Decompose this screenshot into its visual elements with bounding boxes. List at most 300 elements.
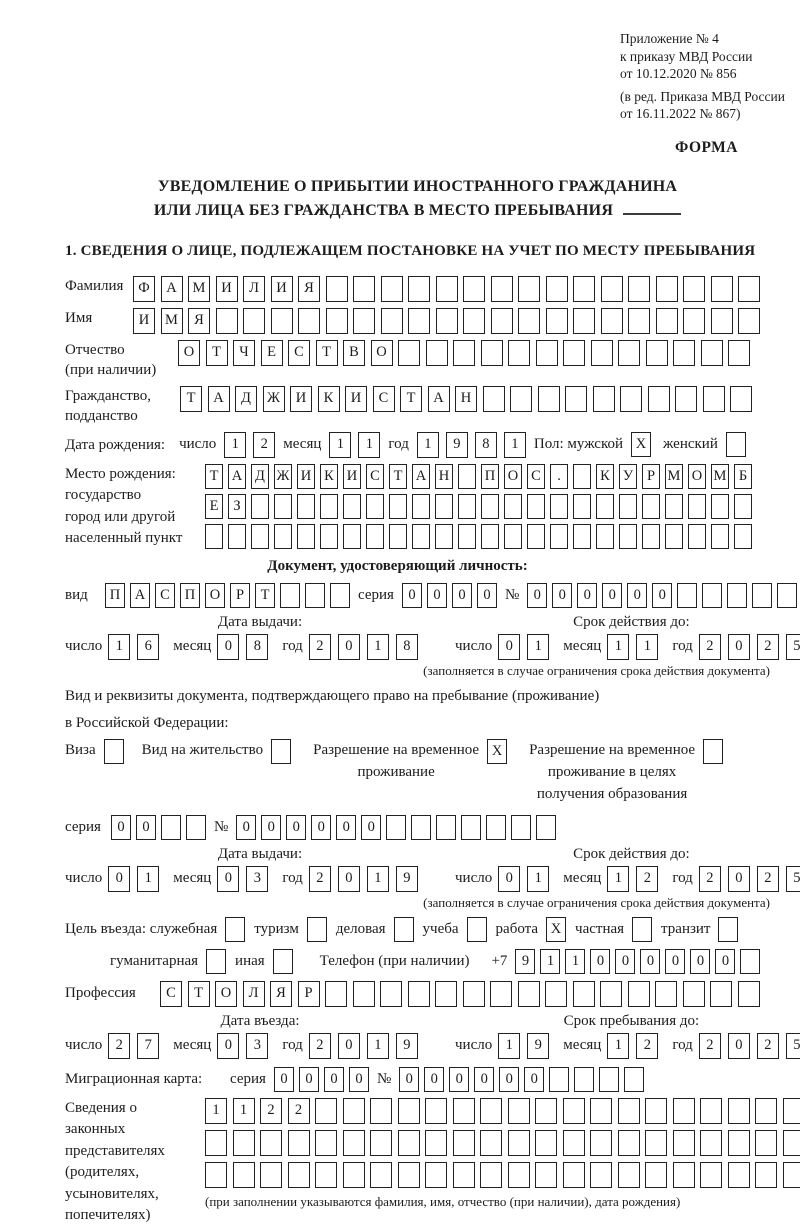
form-cell[interactable]: [386, 815, 406, 840]
form-cell[interactable]: [481, 524, 499, 549]
form-cell[interactable]: 9: [446, 432, 468, 458]
form-cell[interactable]: 2: [260, 1098, 282, 1124]
form-cell[interactable]: 1: [137, 866, 159, 892]
form-cell[interactable]: И: [345, 386, 367, 412]
form-cell[interactable]: [486, 815, 506, 840]
form-cell[interactable]: 3: [246, 866, 268, 892]
form-cell[interactable]: X: [487, 739, 507, 764]
form-cell[interactable]: 0: [474, 1067, 494, 1092]
form-cell[interactable]: 0: [627, 583, 647, 608]
form-cell[interactable]: [573, 524, 591, 549]
form-cell[interactable]: 8: [396, 634, 418, 660]
form-cell[interactable]: [508, 1162, 530, 1188]
form-cell[interactable]: [628, 276, 650, 302]
form-cell[interactable]: И: [271, 276, 293, 302]
form-cell[interactable]: А: [412, 464, 430, 489]
form-cell[interactable]: [251, 494, 269, 519]
form-cell[interactable]: [366, 524, 384, 549]
form-cell[interactable]: [656, 276, 678, 302]
form-cell[interactable]: [710, 981, 732, 1007]
form-cell[interactable]: [628, 981, 650, 1007]
form-cell[interactable]: [642, 494, 660, 519]
form-cell[interactable]: [436, 815, 456, 840]
form-cell[interactable]: [565, 386, 587, 412]
form-cell[interactable]: [546, 276, 568, 302]
form-cell[interactable]: 1: [636, 634, 658, 660]
form-cell[interactable]: [461, 815, 481, 840]
form-cell[interactable]: 0: [286, 815, 306, 840]
form-cell[interactable]: [752, 583, 772, 608]
form-cell[interactable]: [205, 524, 223, 549]
form-cell[interactable]: [353, 981, 375, 1007]
form-cell[interactable]: [315, 1162, 337, 1188]
form-cell[interactable]: 3: [246, 1033, 268, 1059]
form-cell[interactable]: [330, 583, 350, 608]
form-cell[interactable]: [453, 1098, 475, 1124]
form-cell[interactable]: Ж: [274, 464, 292, 489]
form-cell[interactable]: Н: [455, 386, 477, 412]
form-cell[interactable]: [573, 981, 595, 1007]
form-cell[interactable]: 1: [607, 1033, 629, 1059]
form-cell[interactable]: У: [619, 464, 637, 489]
form-cell[interactable]: [186, 815, 206, 840]
form-cell[interactable]: [370, 1162, 392, 1188]
form-cell[interactable]: 0: [311, 815, 331, 840]
form-cell[interactable]: К: [318, 386, 340, 412]
form-cell[interactable]: 0: [728, 1033, 750, 1059]
form-cell[interactable]: К: [320, 464, 338, 489]
form-cell[interactable]: [563, 1162, 585, 1188]
form-cell[interactable]: М: [188, 276, 210, 302]
form-cell[interactable]: Ж: [263, 386, 285, 412]
form-cell[interactable]: 0: [338, 634, 360, 660]
form-cell[interactable]: О: [504, 464, 522, 489]
form-cell[interactable]: [463, 981, 485, 1007]
form-cell[interactable]: 5: [786, 634, 800, 660]
form-cell[interactable]: И: [343, 464, 361, 489]
form-cell[interactable]: [535, 1098, 557, 1124]
form-cell[interactable]: 0: [108, 866, 130, 892]
form-cell[interactable]: [463, 308, 485, 334]
form-cell[interactable]: С: [366, 464, 384, 489]
form-cell[interactable]: 5: [786, 866, 800, 892]
form-cell[interactable]: 0: [324, 1067, 344, 1092]
form-cell[interactable]: [453, 1162, 475, 1188]
form-cell[interactable]: С: [155, 583, 175, 608]
form-cell[interactable]: [701, 340, 723, 366]
form-cell[interactable]: [353, 276, 375, 302]
form-cell[interactable]: [458, 524, 476, 549]
form-cell[interactable]: [458, 464, 476, 489]
form-cell[interactable]: X: [631, 432, 651, 457]
form-cell[interactable]: П: [481, 464, 499, 489]
form-cell[interactable]: [673, 1130, 695, 1156]
form-cell[interactable]: 2: [757, 634, 779, 660]
form-cell[interactable]: Т: [400, 386, 422, 412]
form-cell[interactable]: [673, 1098, 695, 1124]
form-cell[interactable]: [535, 1162, 557, 1188]
form-cell[interactable]: П: [180, 583, 200, 608]
form-cell[interactable]: [683, 308, 705, 334]
form-cell[interactable]: [755, 1130, 777, 1156]
form-cell[interactable]: 0: [715, 949, 735, 974]
form-cell[interactable]: 1: [504, 432, 526, 458]
form-cell[interactable]: [518, 276, 540, 302]
form-cell[interactable]: [563, 1098, 585, 1124]
form-cell[interactable]: [343, 1162, 365, 1188]
form-cell[interactable]: [675, 386, 697, 412]
form-cell[interactable]: [673, 1162, 695, 1188]
form-cell[interactable]: 0: [499, 1067, 519, 1092]
form-cell[interactable]: [273, 949, 293, 974]
form-cell[interactable]: 1: [498, 1033, 520, 1059]
form-cell[interactable]: [483, 386, 505, 412]
form-cell[interactable]: 2: [699, 1033, 721, 1059]
form-cell[interactable]: [711, 494, 729, 519]
form-cell[interactable]: [563, 340, 585, 366]
form-cell[interactable]: [411, 815, 431, 840]
form-cell[interactable]: Е: [205, 494, 223, 519]
form-cell[interactable]: [518, 981, 540, 1007]
form-cell[interactable]: [718, 917, 738, 942]
form-cell[interactable]: [591, 340, 613, 366]
form-cell[interactable]: [755, 1098, 777, 1124]
form-cell[interactable]: [700, 1162, 722, 1188]
form-cell[interactable]: [688, 524, 706, 549]
form-cell[interactable]: 0: [452, 583, 472, 608]
form-cell[interactable]: [491, 308, 513, 334]
form-cell[interactable]: Л: [243, 276, 265, 302]
form-cell[interactable]: С: [373, 386, 395, 412]
form-cell[interactable]: М: [711, 464, 729, 489]
form-cell[interactable]: [573, 494, 591, 519]
form-cell[interactable]: [412, 494, 430, 519]
form-cell[interactable]: [463, 276, 485, 302]
form-cell[interactable]: [518, 308, 540, 334]
form-cell[interactable]: О: [371, 340, 393, 366]
form-cell[interactable]: [481, 494, 499, 519]
form-cell[interactable]: [260, 1130, 282, 1156]
form-cell[interactable]: [700, 1098, 722, 1124]
form-cell[interactable]: 0: [338, 1033, 360, 1059]
form-cell[interactable]: 9: [396, 1033, 418, 1059]
form-cell[interactable]: [320, 524, 338, 549]
form-cell[interactable]: [315, 1130, 337, 1156]
form-cell[interactable]: 2: [757, 1033, 779, 1059]
form-cell[interactable]: [628, 308, 650, 334]
form-cell[interactable]: 0: [690, 949, 710, 974]
form-cell[interactable]: [738, 276, 760, 302]
form-cell[interactable]: [508, 1130, 530, 1156]
form-cell[interactable]: Д: [251, 464, 269, 489]
form-cell[interactable]: [593, 386, 615, 412]
form-cell[interactable]: А: [208, 386, 230, 412]
form-cell[interactable]: [601, 308, 623, 334]
form-cell[interactable]: 0: [498, 634, 520, 660]
form-cell[interactable]: [271, 739, 291, 764]
form-cell[interactable]: [425, 1098, 447, 1124]
form-cell[interactable]: [288, 1130, 310, 1156]
form-cell[interactable]: 0: [652, 583, 672, 608]
form-cell[interactable]: [590, 1162, 612, 1188]
form-cell[interactable]: О: [688, 464, 706, 489]
form-cell[interactable]: К: [596, 464, 614, 489]
form-cell[interactable]: [619, 524, 637, 549]
form-cell[interactable]: 1: [233, 1098, 255, 1124]
form-cell[interactable]: 0: [217, 866, 239, 892]
form-cell[interactable]: 8: [246, 634, 268, 660]
form-cell[interactable]: 0: [274, 1067, 294, 1092]
form-cell[interactable]: [702, 583, 722, 608]
form-cell[interactable]: [683, 981, 705, 1007]
form-cell[interactable]: [545, 981, 567, 1007]
form-cell[interactable]: Я: [270, 981, 292, 1007]
form-cell[interactable]: [596, 524, 614, 549]
form-cell[interactable]: 1: [108, 634, 130, 660]
form-cell[interactable]: А: [130, 583, 150, 608]
form-cell[interactable]: 0: [728, 634, 750, 660]
form-cell[interactable]: [243, 308, 265, 334]
form-cell[interactable]: Т: [316, 340, 338, 366]
form-cell[interactable]: [703, 386, 725, 412]
form-cell[interactable]: 2: [309, 1033, 331, 1059]
form-cell[interactable]: [453, 1130, 475, 1156]
form-cell[interactable]: 1: [358, 432, 380, 458]
form-cell[interactable]: 2: [699, 866, 721, 892]
form-cell[interactable]: 0: [524, 1067, 544, 1092]
form-cell[interactable]: [538, 386, 560, 412]
form-cell[interactable]: [728, 1130, 750, 1156]
form-cell[interactable]: 0: [349, 1067, 369, 1092]
form-cell[interactable]: [435, 524, 453, 549]
form-cell[interactable]: Е: [261, 340, 283, 366]
form-cell[interactable]: [381, 308, 403, 334]
form-cell[interactable]: 2: [699, 634, 721, 660]
form-cell[interactable]: [280, 583, 300, 608]
form-cell[interactable]: [655, 981, 677, 1007]
form-cell[interactable]: 0: [427, 583, 447, 608]
form-cell[interactable]: [590, 1098, 612, 1124]
form-cell[interactable]: [353, 308, 375, 334]
form-cell[interactable]: [511, 815, 531, 840]
form-cell[interactable]: Р: [230, 583, 250, 608]
form-cell[interactable]: [726, 432, 746, 457]
form-cell[interactable]: [601, 276, 623, 302]
form-cell[interactable]: 6: [137, 634, 159, 660]
form-cell[interactable]: [370, 1130, 392, 1156]
form-cell[interactable]: [596, 494, 614, 519]
form-cell[interactable]: [435, 981, 457, 1007]
form-cell[interactable]: [408, 276, 430, 302]
form-cell[interactable]: 2: [757, 866, 779, 892]
form-cell[interactable]: [510, 386, 532, 412]
form-cell[interactable]: Б: [734, 464, 752, 489]
form-cell[interactable]: [412, 524, 430, 549]
form-cell[interactable]: [381, 276, 403, 302]
form-cell[interactable]: [632, 917, 652, 942]
form-cell[interactable]: Т: [188, 981, 210, 1007]
form-cell[interactable]: [783, 1162, 800, 1188]
form-cell[interactable]: [645, 1162, 667, 1188]
form-cell[interactable]: [504, 524, 522, 549]
form-cell[interactable]: 1: [565, 949, 585, 974]
form-cell[interactable]: 1: [367, 634, 389, 660]
form-cell[interactable]: 2: [309, 866, 331, 892]
form-cell[interactable]: [320, 494, 338, 519]
form-cell[interactable]: [642, 524, 660, 549]
form-cell[interactable]: [527, 524, 545, 549]
form-cell[interactable]: 0: [361, 815, 381, 840]
form-cell[interactable]: 0: [336, 815, 356, 840]
form-cell[interactable]: [408, 308, 430, 334]
form-cell[interactable]: [673, 340, 695, 366]
form-cell[interactable]: [305, 583, 325, 608]
form-cell[interactable]: [740, 949, 760, 974]
form-cell[interactable]: 5: [786, 1033, 800, 1059]
form-cell[interactable]: [398, 1098, 420, 1124]
form-cell[interactable]: [535, 1130, 557, 1156]
form-cell[interactable]: А: [428, 386, 450, 412]
form-cell[interactable]: [288, 1162, 310, 1188]
form-cell[interactable]: [394, 917, 414, 942]
form-cell[interactable]: Л: [243, 981, 265, 1007]
form-cell[interactable]: [425, 1130, 447, 1156]
form-cell[interactable]: 0: [261, 815, 281, 840]
form-cell[interactable]: Р: [298, 981, 320, 1007]
form-cell[interactable]: [205, 1130, 227, 1156]
form-cell[interactable]: 1: [329, 432, 351, 458]
form-cell[interactable]: 0: [498, 866, 520, 892]
form-cell[interactable]: С: [288, 340, 310, 366]
form-cell[interactable]: [730, 386, 752, 412]
form-cell[interactable]: [618, 1130, 640, 1156]
form-cell[interactable]: [734, 494, 752, 519]
form-cell[interactable]: [380, 981, 402, 1007]
form-cell[interactable]: [677, 583, 697, 608]
form-cell[interactable]: [624, 1067, 644, 1092]
form-cell[interactable]: [389, 524, 407, 549]
form-cell[interactable]: [618, 1162, 640, 1188]
form-cell[interactable]: В: [343, 340, 365, 366]
form-cell[interactable]: 0: [602, 583, 622, 608]
form-cell[interactable]: 0: [615, 949, 635, 974]
form-cell[interactable]: [527, 494, 545, 519]
form-cell[interactable]: 0: [590, 949, 610, 974]
form-cell[interactable]: [366, 494, 384, 519]
form-cell[interactable]: [260, 1162, 282, 1188]
form-cell[interactable]: [619, 494, 637, 519]
form-cell[interactable]: [274, 494, 292, 519]
form-cell[interactable]: [343, 524, 361, 549]
form-cell[interactable]: [481, 340, 503, 366]
form-cell[interactable]: [728, 340, 750, 366]
form-cell[interactable]: 8: [475, 432, 497, 458]
form-cell[interactable]: [618, 1098, 640, 1124]
form-cell[interactable]: [536, 340, 558, 366]
form-cell[interactable]: П: [105, 583, 125, 608]
form-cell[interactable]: И: [297, 464, 315, 489]
form-cell[interactable]: [711, 524, 729, 549]
form-cell[interactable]: [711, 276, 733, 302]
form-cell[interactable]: [233, 1162, 255, 1188]
form-cell[interactable]: Р: [642, 464, 660, 489]
form-cell[interactable]: [620, 386, 642, 412]
form-cell[interactable]: X: [546, 917, 566, 942]
form-cell[interactable]: [398, 340, 420, 366]
form-cell[interactable]: М: [665, 464, 683, 489]
form-cell[interactable]: О: [215, 981, 237, 1007]
form-cell[interactable]: [228, 524, 246, 549]
form-cell[interactable]: С: [527, 464, 545, 489]
form-cell[interactable]: [563, 1130, 585, 1156]
form-cell[interactable]: [711, 308, 733, 334]
form-cell[interactable]: 1: [224, 432, 246, 458]
form-cell[interactable]: [683, 276, 705, 302]
form-cell[interactable]: [298, 308, 320, 334]
form-cell[interactable]: 0: [399, 1067, 419, 1092]
form-cell[interactable]: [573, 464, 591, 489]
form-cell[interactable]: З: [228, 494, 246, 519]
form-cell[interactable]: [536, 815, 556, 840]
form-cell[interactable]: [727, 583, 747, 608]
form-cell[interactable]: [646, 340, 668, 366]
form-cell[interactable]: [656, 308, 678, 334]
form-cell[interactable]: О: [205, 583, 225, 608]
form-cell[interactable]: [728, 1162, 750, 1188]
form-cell[interactable]: [271, 308, 293, 334]
form-cell[interactable]: [458, 494, 476, 519]
form-cell[interactable]: [315, 1098, 337, 1124]
form-cell[interactable]: [436, 308, 458, 334]
form-cell[interactable]: [600, 981, 622, 1007]
form-cell[interactable]: О: [178, 340, 200, 366]
form-cell[interactable]: [426, 340, 448, 366]
form-cell[interactable]: [297, 524, 315, 549]
form-cell[interactable]: [343, 1130, 365, 1156]
form-cell[interactable]: 2: [288, 1098, 310, 1124]
form-cell[interactable]: А: [161, 276, 183, 302]
form-cell[interactable]: [777, 583, 797, 608]
form-cell[interactable]: [738, 308, 760, 334]
form-cell[interactable]: 0: [217, 634, 239, 660]
form-cell[interactable]: [274, 524, 292, 549]
form-cell[interactable]: [618, 340, 640, 366]
form-cell[interactable]: 1: [417, 432, 439, 458]
form-cell[interactable]: [700, 1130, 722, 1156]
form-cell[interactable]: 1: [607, 866, 629, 892]
form-cell[interactable]: [508, 1098, 530, 1124]
form-cell[interactable]: 0: [217, 1033, 239, 1059]
form-cell[interactable]: 0: [111, 815, 131, 840]
form-cell[interactable]: [251, 524, 269, 549]
form-cell[interactable]: 2: [108, 1033, 130, 1059]
form-cell[interactable]: [755, 1162, 777, 1188]
form-cell[interactable]: Т: [389, 464, 407, 489]
form-cell[interactable]: [398, 1130, 420, 1156]
form-cell[interactable]: [408, 981, 430, 1007]
form-cell[interactable]: [436, 276, 458, 302]
form-cell[interactable]: 0: [552, 583, 572, 608]
form-cell[interactable]: [734, 524, 752, 549]
form-cell[interactable]: 0: [477, 583, 497, 608]
form-cell[interactable]: А: [228, 464, 246, 489]
form-cell[interactable]: [104, 739, 124, 764]
form-cell[interactable]: [480, 1130, 502, 1156]
form-cell[interactable]: 1: [205, 1098, 227, 1124]
form-cell[interactable]: И: [290, 386, 312, 412]
form-cell[interactable]: [599, 1067, 619, 1092]
form-cell[interactable]: [728, 1098, 750, 1124]
